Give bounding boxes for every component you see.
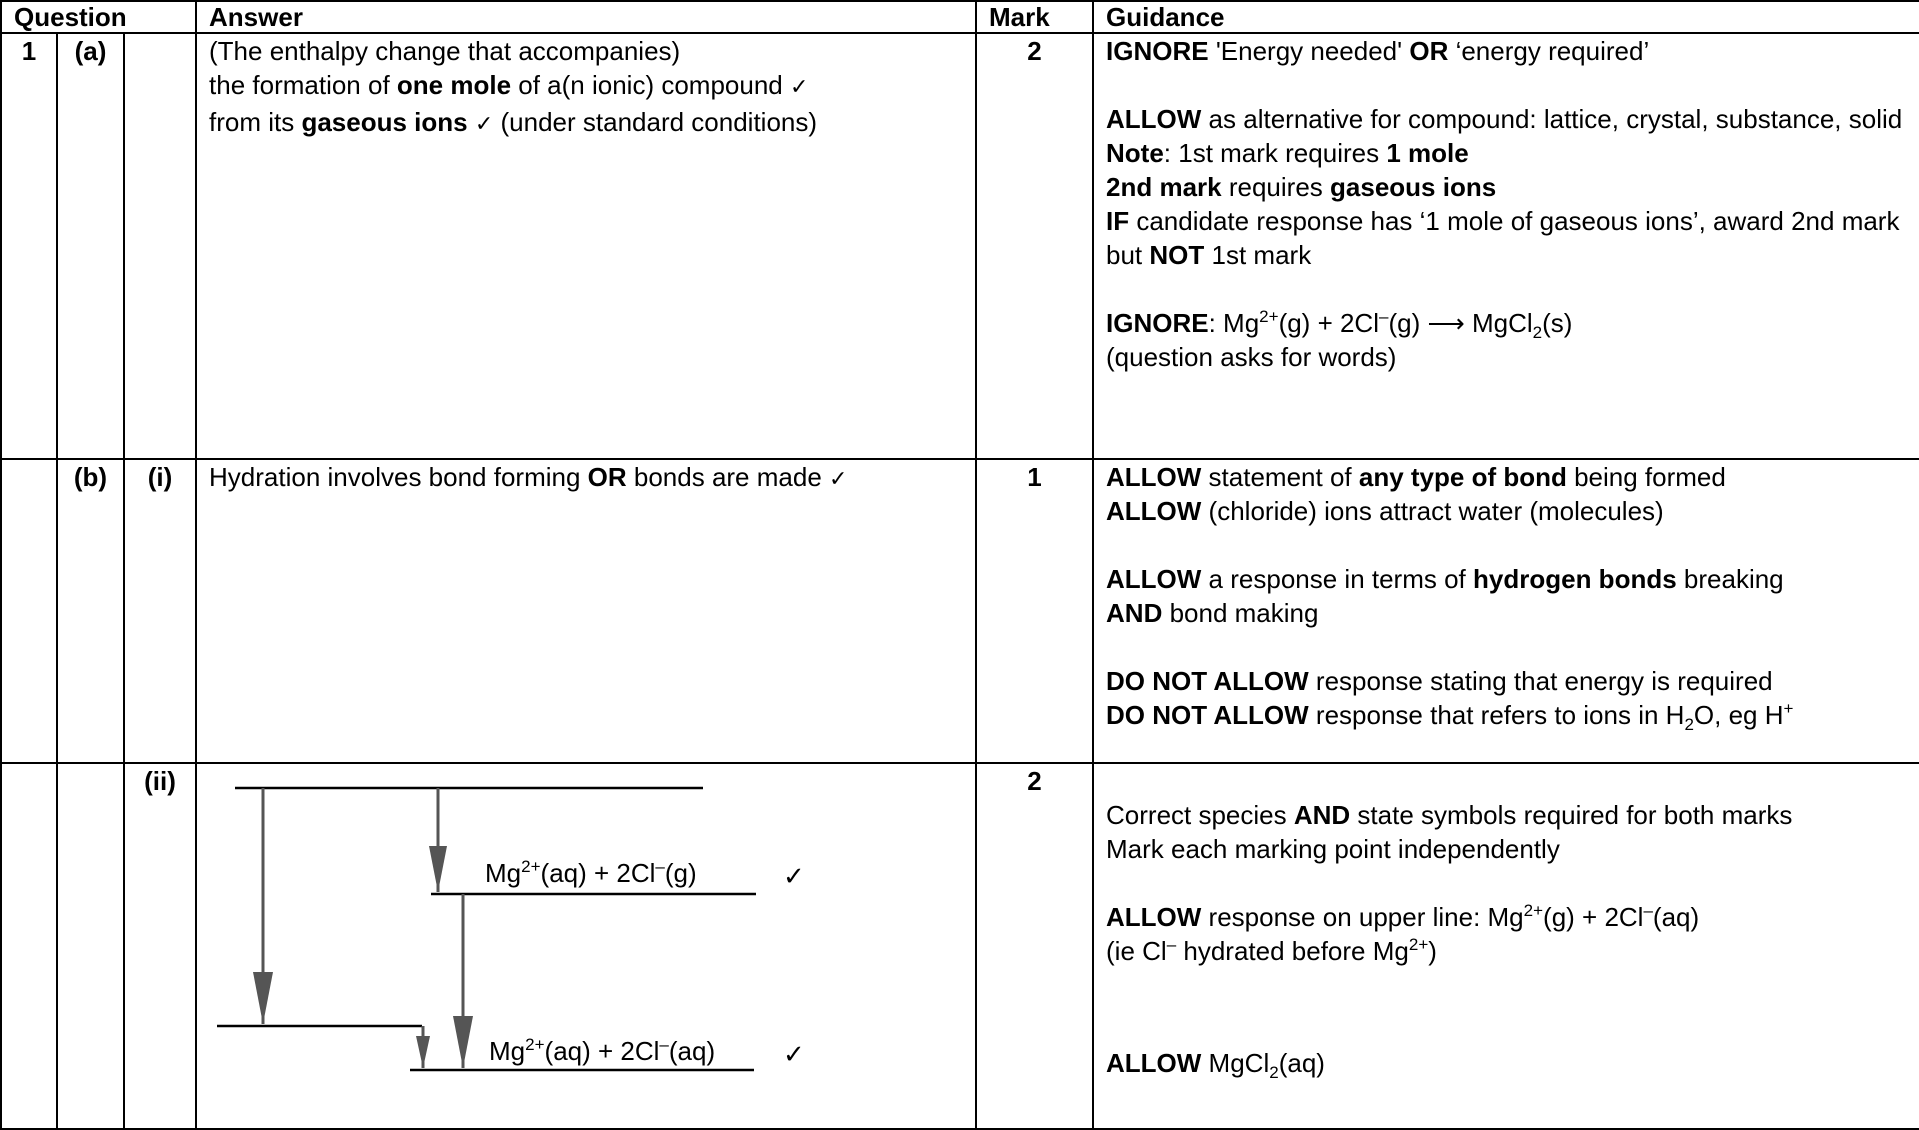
question-number: 1 [1,33,57,459]
guidance-line: ALLOW response on upper line: $Mg^{2+}(g) + 2Cl^-(aq)$ [1106,901,1700,932]
guidance-line: ALLOW (chloride) ions attract water (molecules) [1106,496,1664,526]
table-row-1bii [1,763,1919,1129]
guidance-line: Note: 1st mark requires 1 mole [1106,138,1469,168]
question-subpart: (i) [124,459,196,763]
question-subpart: (ii) [124,763,196,1129]
tick-icon: ✓ [829,467,848,492]
tick-icon: ✓ [789,75,809,100]
answer-cell [196,33,976,459]
guidance-line: IGNORE 'Energy needed' OR ‘energy required’ [1106,36,1650,66]
guidance-line: (question asks for words) [1106,342,1397,372]
guidance-line: DO NOT ALLOW response stating that energy is required [1106,666,1773,696]
guidance-line: 2nd mark requires gaseous ions [1106,172,1497,202]
mark-header: Mark [976,1,1093,33]
answer-line: (The enthalpy change that accompanies) [209,36,681,66]
mark-cell: 2 [976,763,1093,1129]
table-row-1bi [1,459,1919,763]
guidance-line: Mark each marking point independently [1106,834,1560,864]
guidance-line: ALLOW a response in terms of hydrogen bonds breaking [1106,564,1784,594]
guidance-line: AND bond making [1106,598,1319,628]
guidance-line: ALLOW as alternative for compound: lattice, crystal, substance, solid [1106,104,1903,134]
question-number [1,459,57,763]
tick-icon: ✓ [783,862,805,892]
question-part: (a) [57,33,124,459]
guidance-header: Guidance [1093,1,1919,33]
species-label-lower: $Mg^{2+}(aq) + 2Cl^-(aq)$ [489,1035,716,1066]
answer-line: from its gaseous ions ✓ (under standard conditions) [209,107,818,137]
question-part: (b) [57,459,124,763]
tick-icon: ✓ [474,112,494,137]
guidance-line: IGNORE: $Mg^{2+}(g) + 2Cl^-(g)$ ⟶ MgCl$_2$(s) [1106,307,1573,342]
answer-cell [196,459,976,763]
guidance-line: ALLOW statement of any type of bond being formed [1106,462,1726,492]
question-header: Question [1,1,196,33]
guidance-line: IF candidate response has ‘1 mole of gaseous ions’, award 2nd mark but NOT 1st mark [1106,206,1900,270]
guidance-line: ALLOW MgCl$_2$(aq) [1106,1048,1325,1082]
tick-icon: ✓ [783,1040,805,1070]
table-row-1a [1,33,1919,459]
species-label-upper: $Mg^{2+}(aq) + 2Cl^-(g)$ [485,857,697,888]
mark-cell: 2 [976,33,1093,459]
guidance-cell [1093,763,1919,1129]
guidance-cell [1093,33,1919,459]
guidance-cell [1093,459,1919,763]
question-subpart [124,33,196,459]
guidance-line: DO NOT ALLOW response that refers to ions in $H_2O$, eg H+ [1106,699,1794,734]
header-row [1,1,1919,33]
answer-cell [196,763,976,1129]
question-part [57,763,124,1129]
energy-cycle-diagram [197,764,817,1094]
answer-line: Hydration involves bond forming OR bonds are made ✓ [209,462,848,492]
mark-cell: 1 [976,459,1093,763]
guidance-line: Correct species AND state symbols required for both marks [1106,800,1793,830]
question-number [1,763,57,1129]
guidance-line: (ie Cl– hydrated before $Mg^{2+}$) [1106,935,1437,966]
answer-header: Answer [196,1,976,33]
answer-line: the formation of one mole of a(n ionic) compound ✓ [209,70,809,100]
